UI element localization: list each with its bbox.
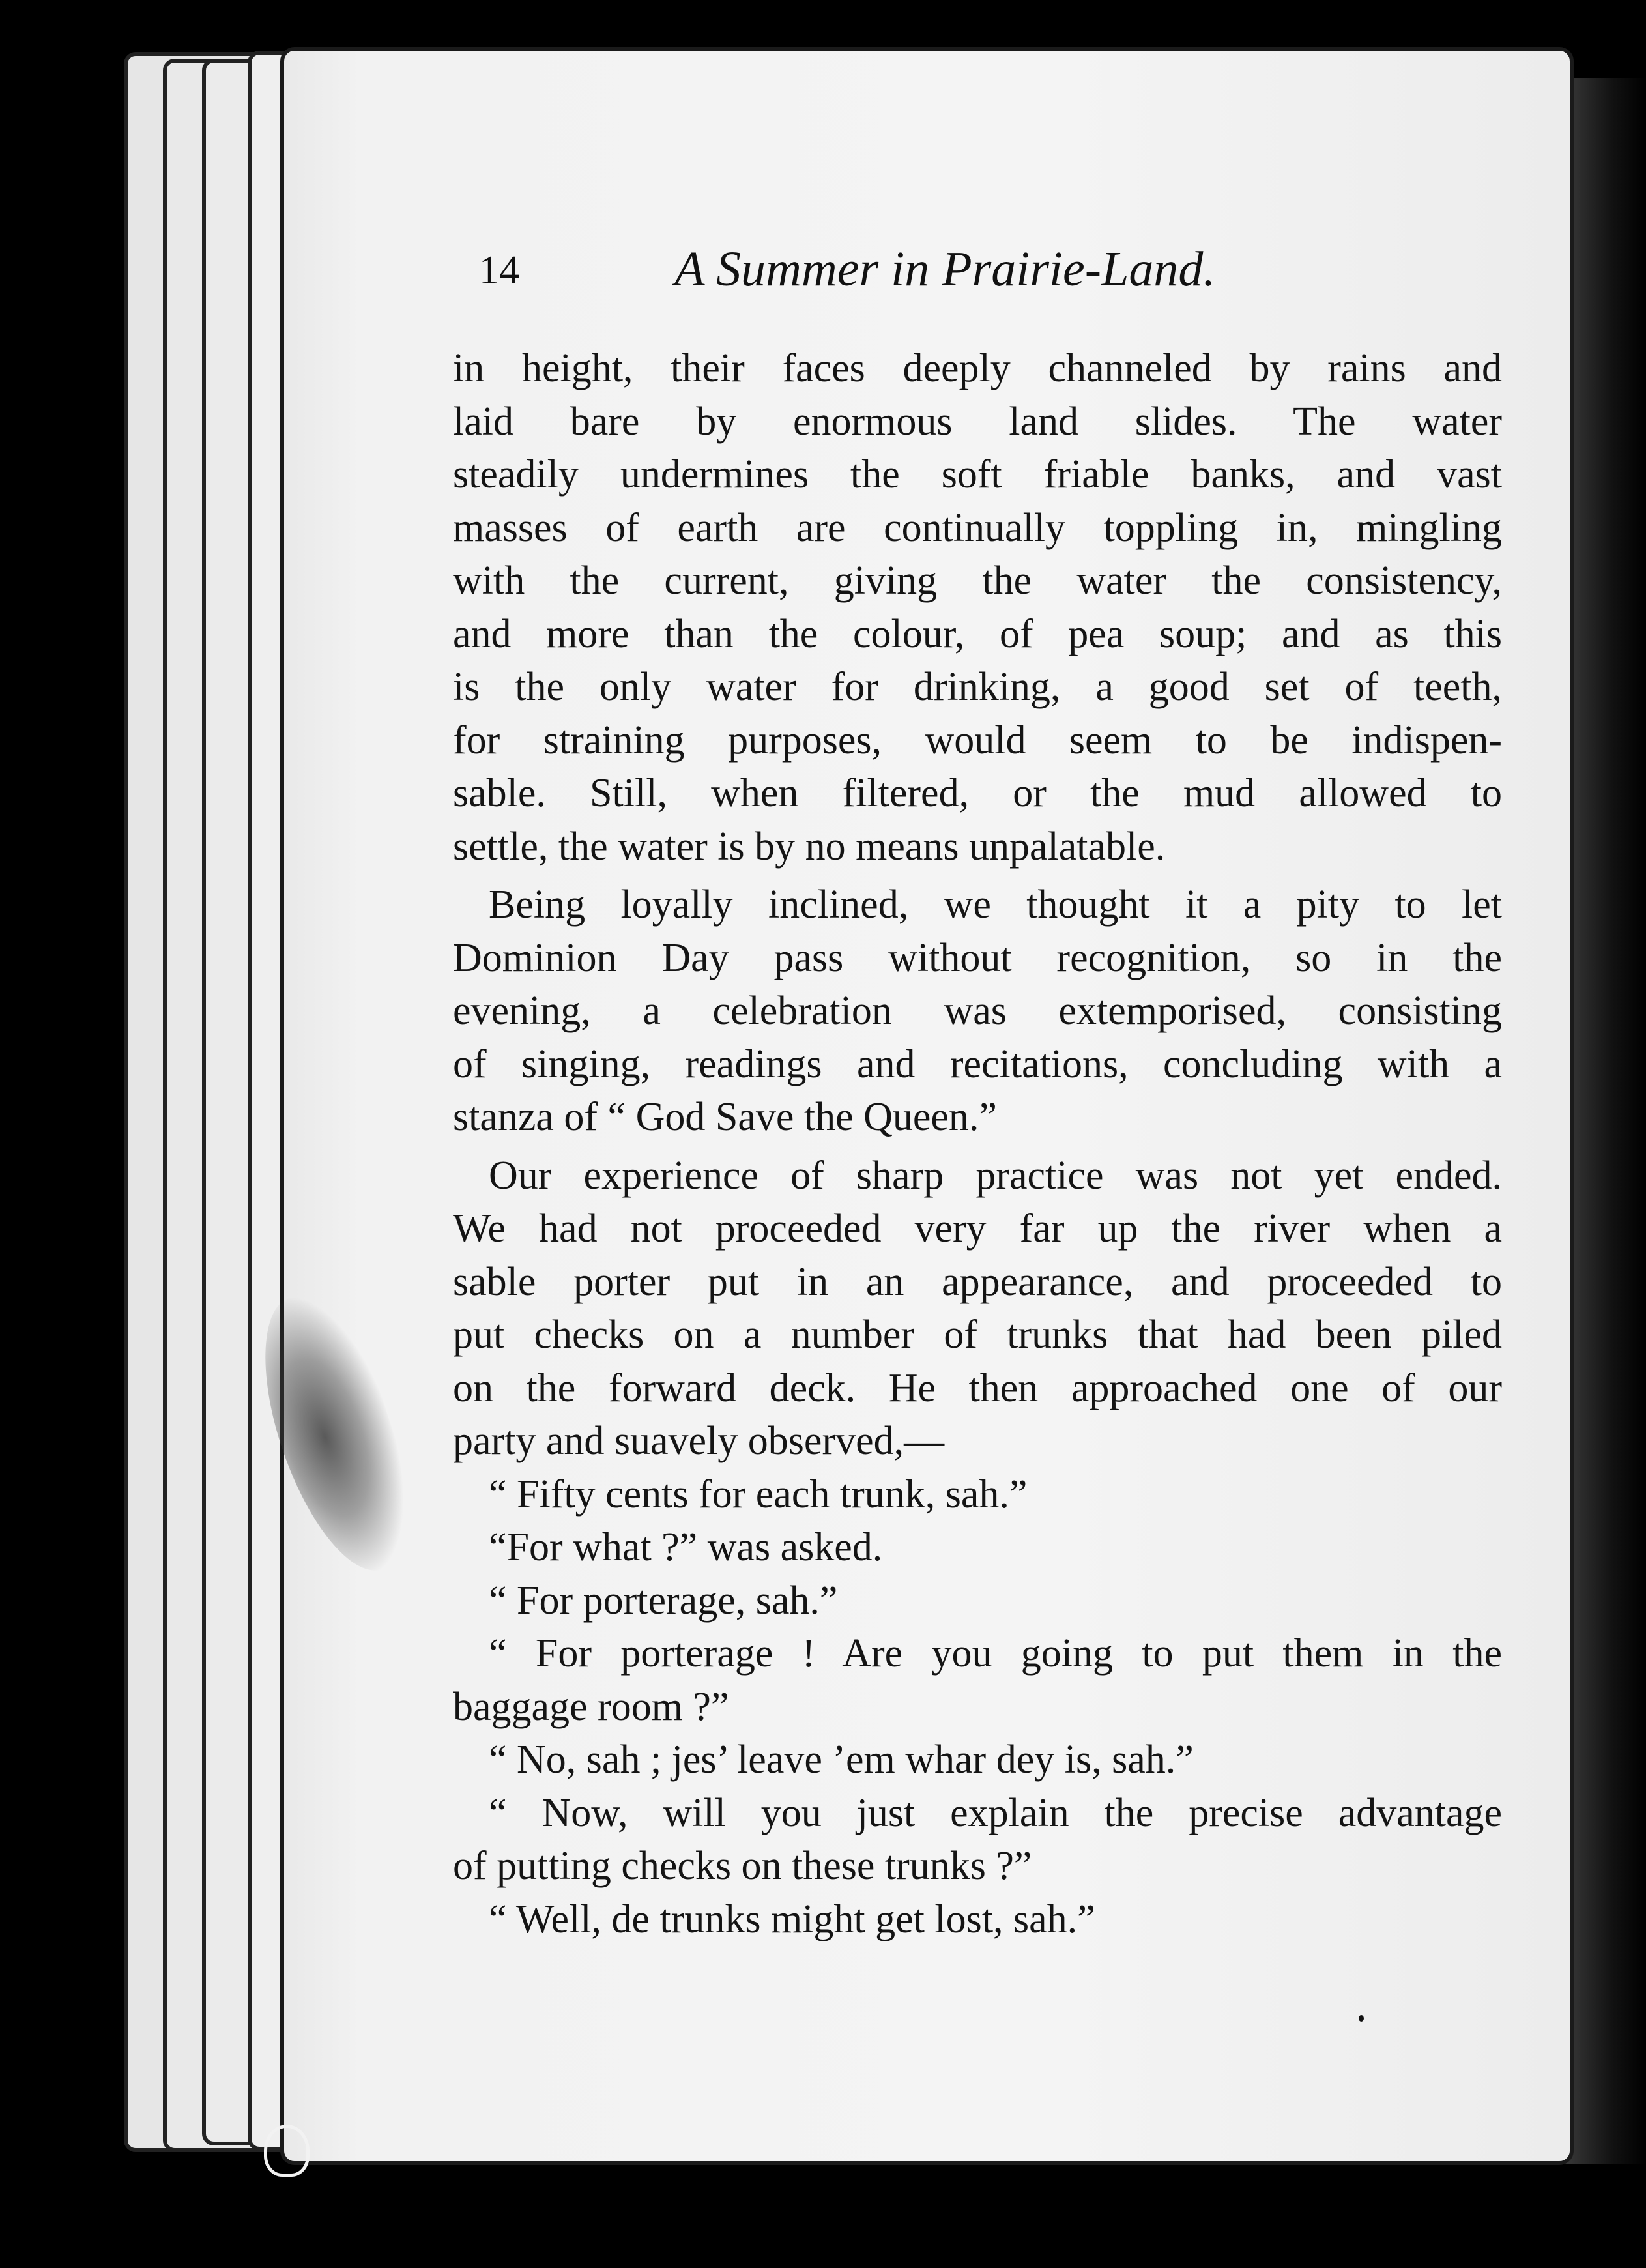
text-line: baggage room ?” — [453, 1684, 729, 1729]
page-number: 14 — [479, 248, 519, 293]
text-line: evening, a celebration was extemporised, consisting — [453, 989, 1502, 1033]
text-line: settle, the water is by no means unpalatable. — [453, 824, 1166, 869]
text-line: of singing, readings and recitations, concluding with a — [453, 1041, 1502, 1086]
text-line: is the only water for drinking, a good set of teeth, — [453, 665, 1502, 709]
text-line: on the forward deck. He then approached one of our — [453, 1365, 1502, 1410]
text-line: Our experience of sharp practice was not yet ended. — [489, 1153, 1502, 1198]
text-line: “ Fifty cents for each trunk, sah.” — [489, 1472, 1028, 1517]
corner-mark — [264, 2125, 310, 2177]
page-header — [479, 241, 1326, 313]
text-line: party and suavely observed,— — [453, 1419, 945, 1463]
text-line: “ For porterage ! Are you going to put them in the — [489, 1631, 1502, 1676]
body-text — [453, 342, 1502, 1946]
text-line: “ Now, will you just explain the precise advantage — [489, 1790, 1502, 1835]
text-line: laid bare by enormous land slides. The water — [453, 399, 1502, 444]
text-line: We had not proceeded very far up the river when a — [453, 1206, 1502, 1251]
text-line: Dominion Day pass without recognition, so in the — [453, 935, 1502, 980]
text-line: “ For porterage, sah.” — [489, 1578, 838, 1623]
ink-dot — [1359, 2015, 1364, 2022]
text-line: stanza of “ God Save the Queen.” — [453, 1095, 997, 1139]
text-line: “For what ?” was asked. — [489, 1525, 883, 1569]
text-line: of putting checks on these trunks ?” — [453, 1844, 1032, 1888]
text-line: steadily undermines the soft friable banks, and vast — [453, 452, 1502, 497]
text-line: and more than the colour, of pea soup; and as this — [453, 611, 1502, 656]
text-line: for straining purposes, would seem to be indispen- — [453, 718, 1502, 763]
text-line: masses of earth are continually toppling in, mingling — [453, 505, 1502, 550]
text-line: Being loyally inclined, we thought it a pity to let — [489, 882, 1502, 927]
text-line: with the current, giving the water the consistency, — [453, 559, 1502, 603]
text-line: “ Well, de trunks might get lost, sah.” — [489, 1897, 1095, 1941]
text-line: put checks on a number of trunks that had been piled — [453, 1313, 1502, 1357]
text-line: sable porter put in an appearance, and proceeded to — [453, 1259, 1502, 1304]
book-spine-shadow — [1564, 78, 1646, 2164]
text-line: in height, their faces deeply channeled by rains and — [453, 346, 1502, 390]
text-line: sable. Still, when filtered, or the mud allowed to — [453, 771, 1502, 815]
running-title: A Summer in Prairie-Land. — [674, 242, 1216, 297]
text-line: “ No, sah ; jes’ leave ’em whar dey is, sah.” — [489, 1737, 1194, 1782]
